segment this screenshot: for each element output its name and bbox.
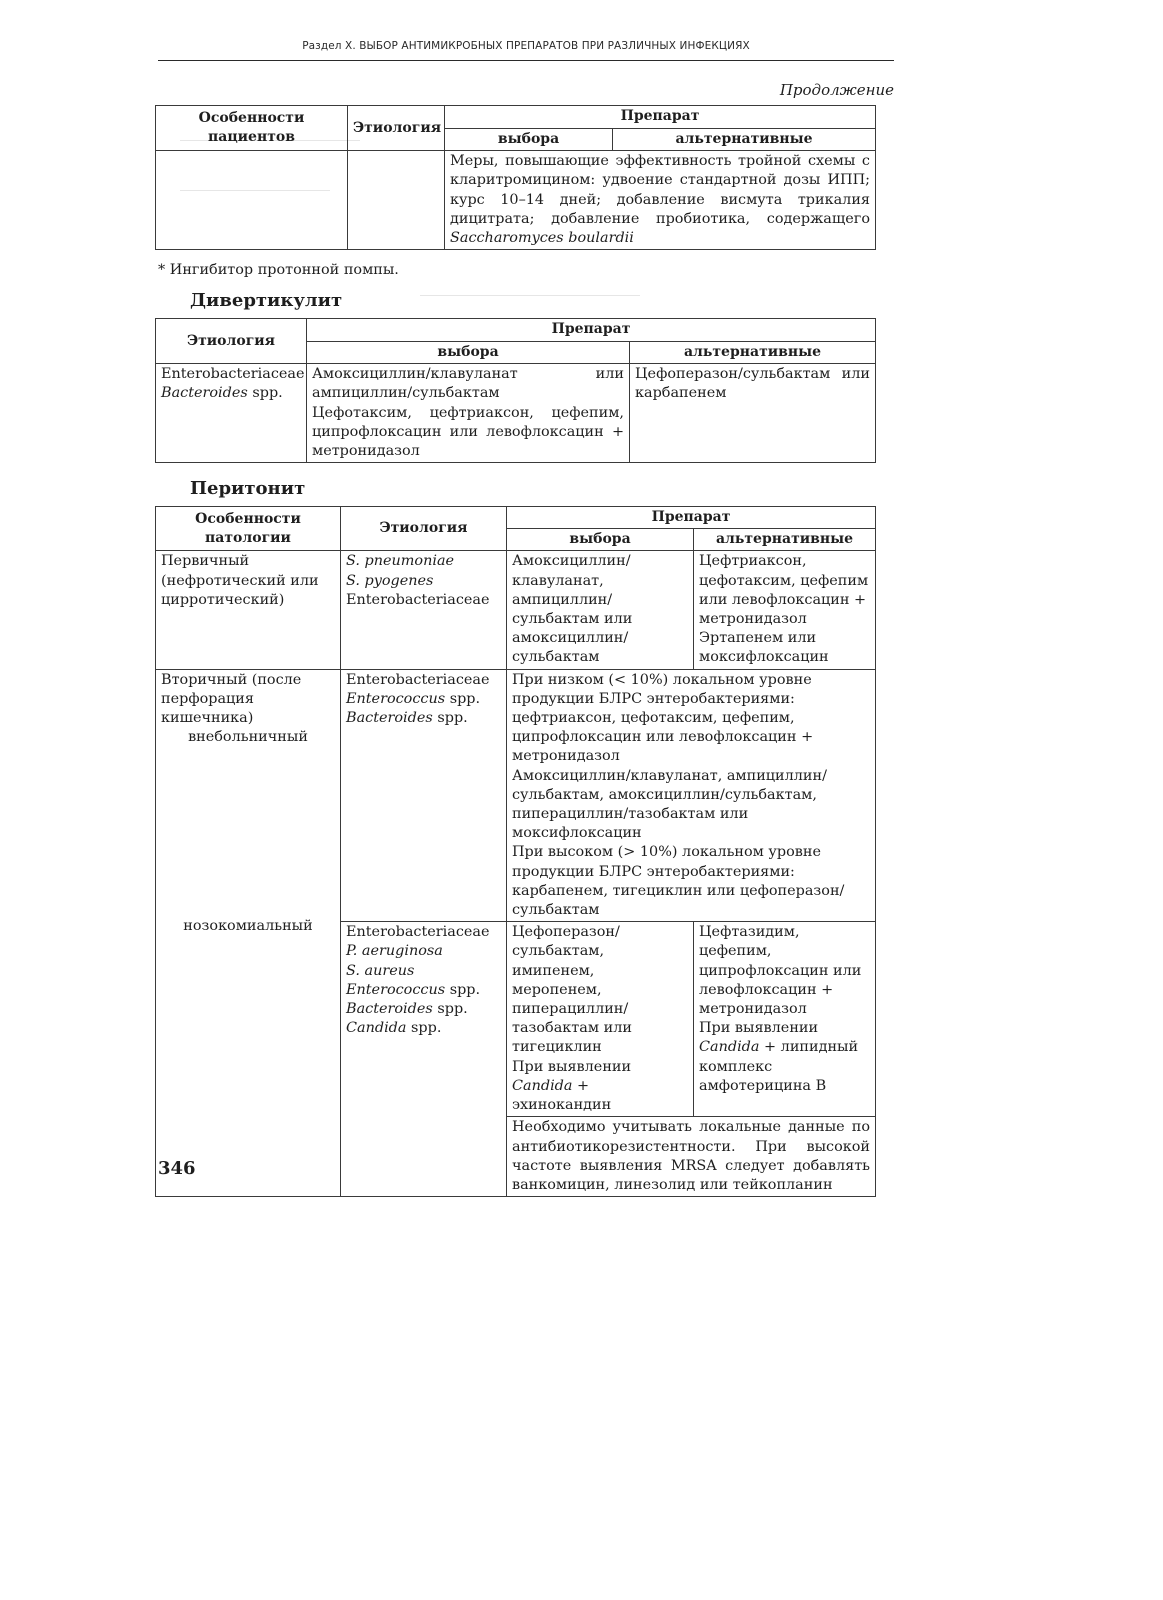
- organism-name: Bacteroides: [346, 1001, 433, 1018]
- page-number: 346: [158, 1158, 196, 1179]
- organism-name: Enterobacteriaceae: [161, 366, 305, 383]
- alternative-cell: Цефтазидим, цефепим, ципрофлоксацин или левофлоксацин + метронидазол При выявлении Candida + липидный комплекс амфотерицина В: [694, 922, 876, 1117]
- etiology-cell: Enterobacteriaceae Enterococcus spp. Bacteroides spp.: [341, 669, 507, 922]
- etiology-cell: Enterobacteriaceae Bacteroides spp.: [156, 364, 307, 463]
- regimen-cell: [507, 669, 876, 922]
- regimen-condition: При высоком (> 10%) локальном уровне продукции БЛРС энтеробактериями:: [512, 844, 821, 880]
- choice-cell: Амоксициллин/клавуланат, ампициллин/сульбактам или амоксициллин/сульбактам: [507, 551, 694, 669]
- section-title-diverticulitis: Дивертикулит: [190, 290, 343, 311]
- peritonitis-table: [155, 506, 876, 1197]
- header-alternative: альтернативные: [613, 129, 876, 151]
- organism-name: Candida: [346, 1020, 407, 1037]
- header-pathology: Особенности патологии: [156, 507, 341, 551]
- organism-name: Enterococcus: [346, 981, 446, 998]
- pathology-subtype: внебольничный: [188, 729, 308, 746]
- diverticulitis-table: [155, 318, 876, 463]
- regimen-text: карбапенем, тигециклин или цефоперазон/сульбактам: [512, 882, 845, 919]
- regimen-text: Эртапенем или моксифлоксацин: [699, 630, 829, 666]
- organism-name: S. aureus: [346, 962, 415, 979]
- regimen-text: Цефтриаксон, цефотаксим, цефепим или левофлоксацин + метронидазол: [699, 553, 869, 628]
- header-patients: Особенности пациентов: [156, 106, 348, 151]
- organism-name: P. aeruginosa: [346, 943, 443, 960]
- header-alternative: альтернативные: [630, 342, 876, 364]
- etiology-cell: [341, 551, 507, 669]
- header-etiology: Этиология: [156, 319, 307, 364]
- choice-cell: [307, 364, 630, 463]
- note-cell: Необходимо учитывать локальные данные по антибиотикорезистентности. При высокой частоте выявления MRSA следует добавлять ванкомицин, линезолид или тейкопланин: [507, 1117, 876, 1197]
- header-drug: Препарат: [445, 106, 876, 129]
- cell-empty: [156, 151, 348, 250]
- regimen-text: цефтриаксон, цефотаксим, цефепим, ципрофлоксацин или левофлоксацин + метронидазол: [512, 710, 814, 765]
- regimen-text: Цефоперазон/сульбактам, имипенем, меропенем, пиперациллин/тазобактам или тигециклин: [512, 924, 632, 1056]
- measures-text: Меры, повышающие эффективность тройной схемы с кларитромицином: удвоение стандартной дозы ИПП; курс 10–14 дней; добавление висмута трикалия дицитрата; добавление пробиотика, содержащего: [450, 153, 870, 227]
- header-drug: Препарат: [507, 507, 876, 529]
- alternative-cell: Цефоперазон/сульбактам или карбапенем: [630, 364, 876, 463]
- header-choice: выбора: [307, 342, 630, 364]
- header-choice: выбора: [507, 529, 694, 551]
- organism-name: Enterobacteriaceae: [346, 591, 490, 608]
- section-title-peritonitis: Перитонит: [190, 478, 306, 499]
- continuation-label: Продолжение: [779, 81, 894, 99]
- etiology-cell: Enterobacteriaceae P. aeruginosa S. aureus Enterococcus spp. Bacteroides spp. Candida spp.: [341, 922, 507, 1197]
- cell-empty: [348, 151, 445, 250]
- regimen-text: Цефотаксим, цефтриаксон, цефепим, ципрофлоксацин или левофлоксацин + метронидазол: [312, 404, 624, 460]
- measures-cell: [445, 151, 876, 250]
- header-drug: Препарат: [307, 319, 876, 342]
- header-etiology: Этиология: [348, 106, 445, 151]
- header-alternative: альтернативные: [694, 529, 876, 551]
- regimen-text: Амоксициллин/клавуланат или ампициллин/сульбактам: [312, 366, 624, 402]
- pathology-subtype: нозокомиальный: [183, 918, 313, 935]
- footnote: * Ингибитор протонной помпы.: [158, 262, 399, 278]
- running-header: Раздел X. ВЫБОР АНТИМИКРОБНЫХ ПРЕПАРАТОВ ПРИ РАЗЛИЧНЫХ ИНФЕКЦИЯХ: [302, 40, 750, 52]
- organism-name: Saccharomyces boulardii: [450, 230, 634, 247]
- bleed-through-mark: [420, 295, 640, 296]
- organism-name: Bacteroides: [346, 710, 433, 727]
- organism-name: Enterobacteriaceae: [346, 671, 490, 688]
- header-choice: выбора: [445, 129, 613, 151]
- header-etiology: Этиология: [341, 507, 507, 551]
- regimen-text: Амоксициллин/клавуланат, ампициллин/сульбактам, амоксициллин/сульбактам, пиперациллин/тазобактам или моксифлоксацин: [512, 767, 827, 842]
- organism-name: Enterococcus: [346, 690, 446, 707]
- organism-name: Candida: [512, 1077, 573, 1094]
- pathology-cell: [156, 669, 341, 1197]
- alternative-cell: [694, 551, 876, 669]
- choice-cell: Цефоперазон/сульбактам, имипенем, меропенем, пиперациллин/тазобактам или тигециклин При выявлении Candida + эхинокандин: [507, 922, 694, 1117]
- continuation-table: [155, 105, 876, 250]
- organism-name: S. pyogenes: [346, 572, 434, 589]
- organism-name: Candida: [699, 1039, 760, 1056]
- organism-name: Bacteroides: [161, 385, 248, 402]
- organism-name: Enterobacteriaceae: [346, 924, 490, 941]
- header-rule: [158, 60, 894, 61]
- regimen-text: Цефтазидим, цефепим, ципрофлоксацин или левофлоксацин + метронидазол: [699, 924, 862, 1018]
- organism-name: S. pneumoniae: [346, 553, 455, 570]
- pathology-cell: Первичный (нефротический или цирротический): [156, 551, 341, 669]
- pathology-type: Вторичный (после перфорация кишечника): [161, 671, 302, 727]
- regimen-condition: При низком (< 10%) локальном уровне продукции БЛРС энтеробактериями:: [512, 671, 812, 707]
